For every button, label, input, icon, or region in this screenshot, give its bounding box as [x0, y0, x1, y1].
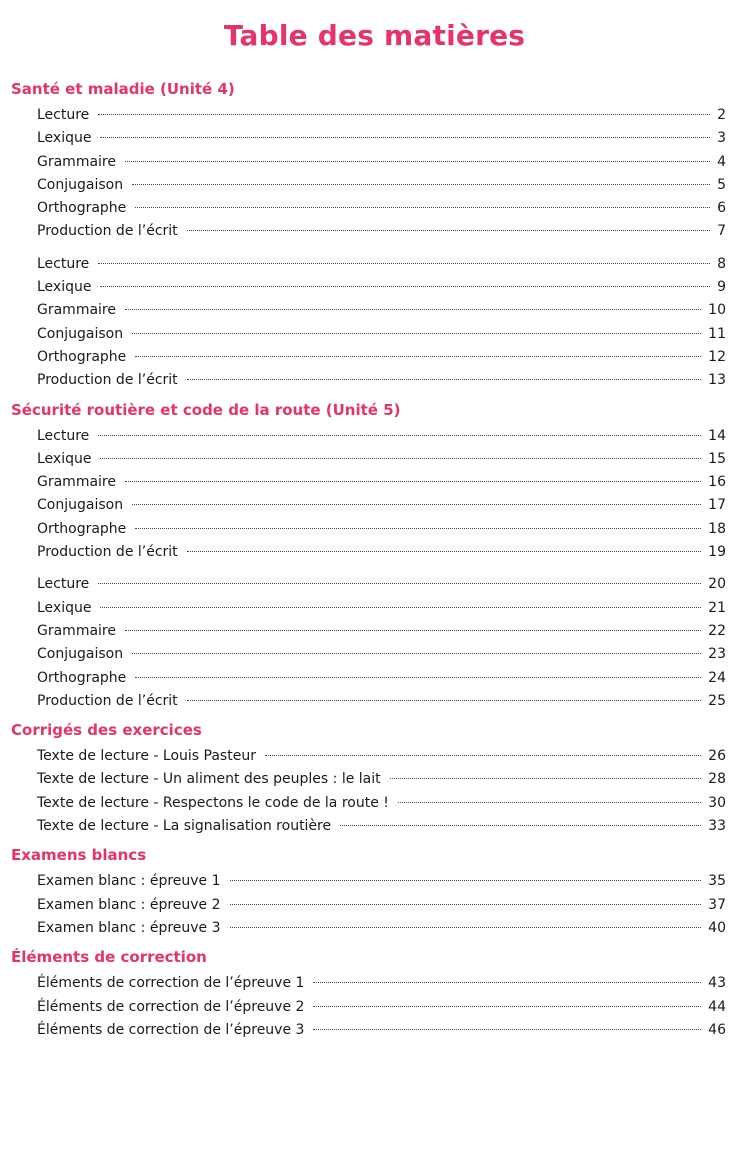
section-heading: Santé et maladie (Unité 4): [11, 80, 235, 98]
dot-leader: [125, 481, 701, 482]
dot-leader: [98, 263, 710, 264]
toc-entry-page-number: 24: [708, 669, 726, 686]
toc-entry-page-number: 12: [708, 348, 726, 365]
toc-entry[interactable]: [0, 425, 749, 448]
toc-entry[interactable]: [0, 518, 749, 541]
toc-entry-page-number: 35: [708, 873, 726, 890]
dot-leader: [187, 379, 702, 380]
toc-entry-label: Grammaire: [37, 622, 116, 639]
toc-entry[interactable]: [0, 620, 749, 643]
toc-entry-label: Examen blanc : épreuve 2: [37, 896, 221, 913]
toc-entry[interactable]: [0, 369, 749, 392]
toc-section: [0, 74, 749, 393]
toc-entry-label: Orthographe: [37, 200, 127, 217]
section-heading: Examens blancs: [11, 846, 147, 865]
toc-entry-page-number: 22: [708, 622, 726, 639]
toc-entry-page-number: 18: [708, 520, 726, 537]
toc-entry[interactable]: [0, 174, 749, 197]
toc-entry[interactable]: [0, 276, 749, 299]
toc-entry[interactable]: [0, 815, 749, 838]
toc-entry-page-number: 37: [708, 896, 726, 913]
dot-leader: [340, 825, 701, 826]
toc-entry[interactable]: [0, 448, 749, 471]
section-heading: Éléments de correction: [11, 948, 207, 967]
toc-entry[interactable]: [0, 151, 749, 174]
dot-leader: [390, 778, 702, 779]
dot-leader: [230, 904, 702, 905]
toc-entry[interactable]: [0, 127, 749, 150]
dot-leader: [313, 1006, 701, 1007]
toc-entry[interactable]: [0, 1019, 749, 1042]
toc-entry[interactable]: [0, 792, 749, 815]
toc-group: [0, 425, 749, 565]
dot-leader: [135, 528, 701, 529]
toc-entry-label: Texte de lecture - Louis Pasteur: [37, 748, 256, 765]
toc-entry-label: Orthographe: [37, 669, 127, 686]
toc-entry[interactable]: [0, 643, 749, 666]
toc-entry-label: Lecture: [37, 576, 90, 593]
toc-entry[interactable]: [0, 894, 749, 917]
toc-entry-label: Orthographe: [37, 348, 127, 365]
toc-entry-page-number: 7: [717, 223, 726, 240]
toc-entry-page-number: 6: [717, 200, 726, 217]
page-title: Table des matières: [223, 19, 526, 52]
toc-entry[interactable]: [0, 299, 749, 322]
toc-entry-page-number: 20: [708, 576, 726, 593]
dot-leader: [100, 286, 710, 287]
toc-entry[interactable]: [0, 972, 749, 995]
toc-entry-page-number: 4: [717, 153, 726, 170]
toc-entry-page-number: 8: [717, 255, 726, 272]
toc-entry-page-number: 43: [708, 975, 726, 992]
toc-entry-page-number: 5: [717, 176, 726, 193]
toc-entry-page-number: 25: [708, 692, 726, 709]
toc-entry[interactable]: [0, 197, 749, 220]
toc-entry[interactable]: [0, 346, 749, 369]
toc-entry[interactable]: [0, 667, 749, 690]
toc-entry-label: Éléments de correction de l’épreuve 1: [37, 975, 305, 992]
toc-entry-page-number: 14: [708, 427, 726, 444]
toc-entry-label: Texte de lecture - La signalisation routière: [37, 818, 332, 835]
toc-section: [0, 395, 749, 714]
dot-leader: [132, 184, 710, 185]
toc-entry-page-number: 2: [717, 107, 726, 123]
section-heading: Sécurité routière et code de la route (Unité 5): [11, 400, 401, 419]
toc-entry-page-number: 10: [708, 302, 726, 319]
dot-leader: [125, 309, 701, 310]
toc-entry-label: Lecture: [37, 427, 90, 444]
toc-entry-page-number: 13: [708, 372, 726, 389]
toc-entry-page-number: 21: [708, 599, 726, 616]
toc-group: [0, 253, 749, 393]
toc-entry[interactable]: [0, 494, 749, 517]
toc-entry[interactable]: [0, 323, 749, 346]
toc-entry-page-number: 44: [708, 998, 726, 1015]
toc-entry-label: Texte de lecture - Respectons le code de la route !: [37, 794, 389, 811]
toc-entry-page-number: 16: [708, 474, 726, 491]
dot-leader: [135, 677, 701, 678]
dot-leader: [100, 458, 701, 459]
toc-entry-page-number: 9: [717, 279, 726, 296]
toc-entry-page-number: 46: [708, 1021, 726, 1038]
toc-entry-page-number: 3: [717, 130, 726, 147]
dot-leader: [187, 230, 710, 231]
dot-leader: [132, 653, 701, 654]
toc-section: [0, 840, 749, 940]
toc-entry-label: Lexique: [37, 279, 92, 296]
dot-leader: [98, 583, 701, 584]
toc-entry-label: Lecture: [37, 255, 90, 272]
toc-group: [0, 104, 749, 244]
dot-leader: [230, 927, 702, 928]
dot-leader: [132, 504, 701, 505]
toc-entry-page-number: 23: [708, 646, 726, 663]
toc-entry-label: Conjugaison: [37, 325, 124, 342]
toc-entry-label: Production de l’écrit: [37, 544, 178, 561]
section-heading: Corrigés des exercices: [11, 721, 202, 740]
toc-entry-label: Conjugaison: [37, 646, 124, 663]
dot-leader: [100, 137, 710, 138]
toc-entry-label: Grammaire: [37, 302, 116, 319]
toc-entry-label: Orthographe: [37, 520, 127, 537]
dot-leader: [398, 802, 701, 803]
toc-entry-page-number: 40: [708, 919, 726, 936]
toc-group: [0, 573, 749, 713]
table-of-contents: [0, 72, 749, 1042]
dot-leader: [132, 333, 701, 334]
toc-entry[interactable]: [0, 690, 749, 713]
toc-entry-label: Conjugaison: [37, 176, 124, 193]
toc-entry-page-number: 15: [708, 450, 726, 467]
toc-entry[interactable]: [0, 253, 749, 276]
toc-entry-label: Lexique: [37, 450, 92, 467]
toc-entry[interactable]: [0, 768, 749, 791]
dot-leader: [187, 700, 702, 701]
toc-entry-page-number: 30: [708, 794, 726, 811]
dot-leader: [313, 982, 701, 983]
toc-entry[interactable]: [0, 104, 749, 127]
dot-leader: [187, 551, 702, 552]
toc-section: [0, 942, 749, 1042]
toc-entry-label: Lexique: [37, 130, 92, 147]
dot-leader: [313, 1029, 701, 1030]
toc-entry[interactable]: [0, 745, 749, 768]
toc-entry-page-number: 28: [708, 771, 726, 788]
toc-entry-page-number: 11: [708, 325, 726, 342]
toc-entry[interactable]: [0, 917, 749, 940]
toc-entry-label: Éléments de correction de l’épreuve 2: [37, 998, 305, 1015]
dot-leader: [125, 630, 701, 631]
toc-entry-label: Production de l’écrit: [37, 223, 178, 240]
dot-leader: [125, 161, 710, 162]
toc-entry-page-number: 33: [708, 818, 726, 835]
toc-entry-label: Grammaire: [37, 153, 116, 170]
toc-group: [0, 870, 749, 940]
toc-group: [0, 972, 749, 1042]
dot-leader: [230, 880, 702, 881]
toc-entry[interactable]: [0, 541, 749, 564]
toc-entry-page-number: 17: [708, 497, 726, 514]
toc-section: [0, 715, 749, 838]
dot-leader: [98, 435, 701, 436]
dot-leader: [135, 356, 701, 357]
dot-leader: [135, 207, 710, 208]
toc-entry-label: Éléments de correction de l’épreuve 3: [37, 1021, 305, 1038]
toc-entry-label: Production de l’écrit: [37, 372, 178, 389]
toc-entry-label: Lecture: [37, 107, 90, 123]
toc-entry-label: Examen blanc : épreuve 1: [37, 873, 221, 890]
toc-entry-label: Conjugaison: [37, 497, 124, 514]
dot-leader: [265, 755, 701, 756]
toc-entry-label: Grammaire: [37, 474, 116, 491]
toc-entry-label: Production de l’écrit: [37, 692, 178, 709]
toc-entry-label: Texte de lecture - Un aliment des peuples : le lait: [37, 771, 381, 788]
toc-entry-page-number: 26: [708, 748, 726, 765]
toc-entry[interactable]: [0, 870, 749, 893]
toc-entry[interactable]: [0, 597, 749, 620]
toc-entry[interactable]: [0, 471, 749, 494]
toc-entry[interactable]: [0, 220, 749, 243]
toc-group: [0, 745, 749, 838]
dot-leader: [98, 114, 710, 115]
toc-entry[interactable]: [0, 996, 749, 1019]
toc-entry-page-number: 19: [708, 544, 726, 561]
toc-entry-label: Lexique: [37, 599, 92, 616]
toc-entry[interactable]: [0, 573, 749, 596]
toc-entry-label: Examen blanc : épreuve 3: [37, 919, 221, 936]
dot-leader: [100, 607, 701, 608]
